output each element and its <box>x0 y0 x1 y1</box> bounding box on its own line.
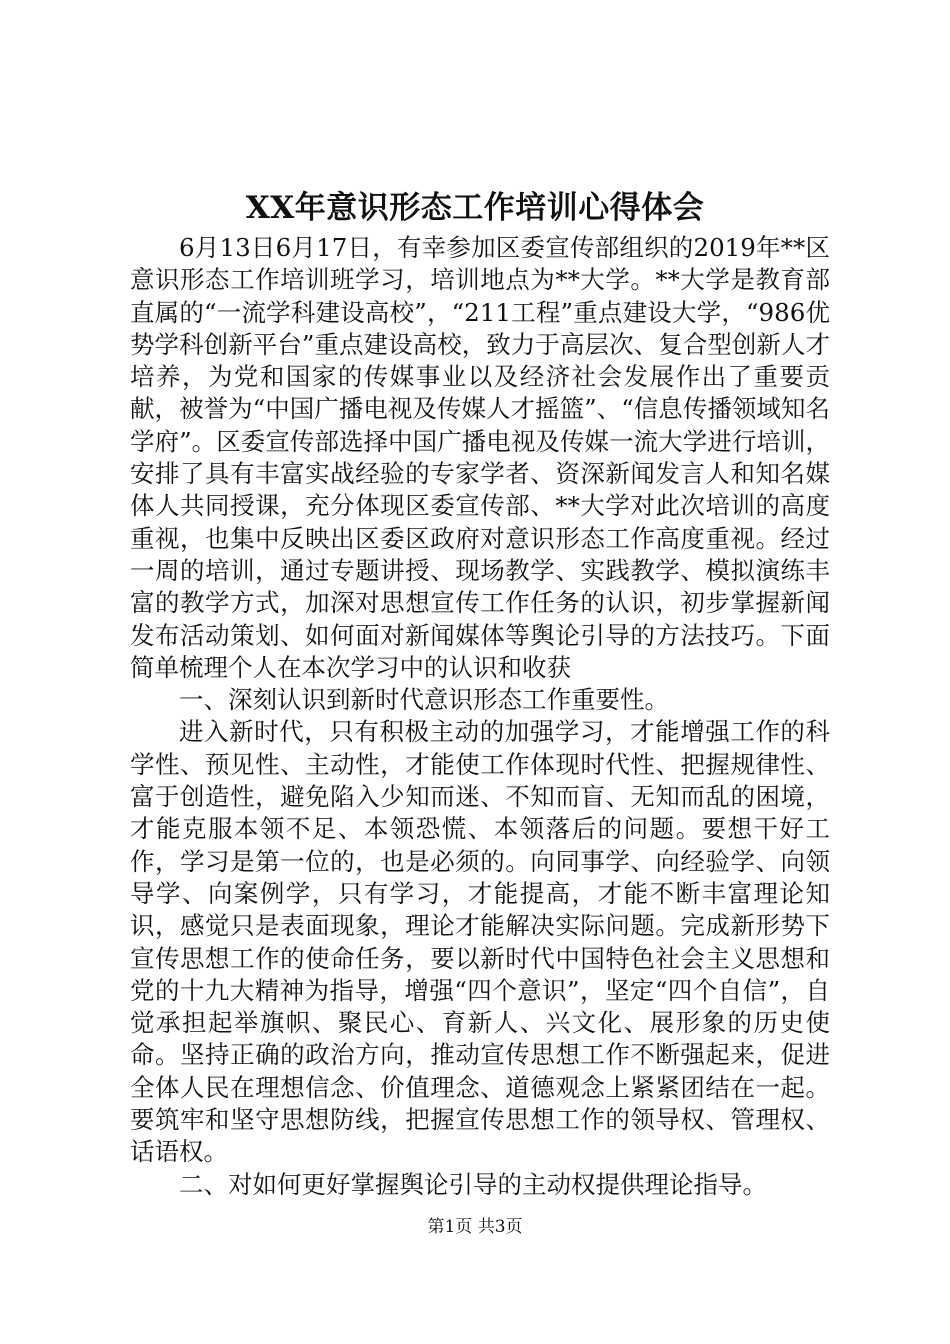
document-title: XX年意识形态工作培训心得体会 <box>245 190 705 226</box>
page-number-footer: 第1页 共3页 <box>427 1217 523 1237</box>
section-heading-2: 二、对如何更好掌握舆论引导的主动权提供理论指导。 <box>179 1169 767 1199</box>
document-body <box>130 232 830 1201</box>
paragraph-intro: 6月13日6月17日，有幸参加区委宣传部组织的2019年**区意识形态工作培训班学习，培训地点为**大学。**大学是教育部直属的“一流学科建设高校”，“211工程”重点建设大学，“986优势学科创新平台”重点建设高校，致力于高层次、复合型创新人才培养，为党和国家的传媒事业以及经济社会发展作出了重要贡献，被誉为“中国广播电视及传媒人才摇篮”、“信息传播领域知名学府”。区委宣传部选择中国广播电视及传媒一流大学进行培训，安排了具有丰富实战经验的专家学者、资深新闻发言人和知名媒体人共同授课，充分体现区委宣传部、**大学对此次培训的高度重视，也集中反映出区委区政府对意识形态工作高度重视。经过一周的培训，通过专题讲授、现场教学、实践教学、模拟演练丰富的教学方式，加深对思想宣传工作任务的认识，初步掌握新闻发布活动策划、如何面对新闻媒体等舆论引导的方法技巧。下面简单梳理个人在本次学习中的认识和收获 <box>130 233 830 682</box>
section-heading-1: 一、深刻认识到新时代意识形态工作重要性。 <box>179 685 669 715</box>
paragraph-section-1: 进入新时代，只有积极主动的加强学习，才能增强工作的科学性、预见性、主动性，才能使工作体现时代性、把握规律性、富于创造性，避免陷入少知而迷、不知而盲、无知而乱的困境，才能克服本领不足、本领恐慌、本领落后的问题。要想干好工作，学习是第一位的，也是必须的。向同事学、向经验学、向领导学、向案例学，只有学习，才能提高，才能不断丰富理论知识，感觉只是表面现象，理论才能解决实际问题。完成新形势下宣传思想工作的使命任务，要以新时代中国特色社会主义思想和党的十九大精神为指导，增强“四个意识”，坚定“四个自信”，自觉承担起举旗帜、聚民心、育新人、兴文化、展形象的历史使命。坚持正确的政治方向，推动宣传思想工作不断强起来，促进全体人民在理想信念、价值理念、道德观念上紧紧团结在一起。要筑牢和坚守思想防线，把握宣传思想工作的领导权、管理权、话语权。 <box>130 717 830 1167</box>
